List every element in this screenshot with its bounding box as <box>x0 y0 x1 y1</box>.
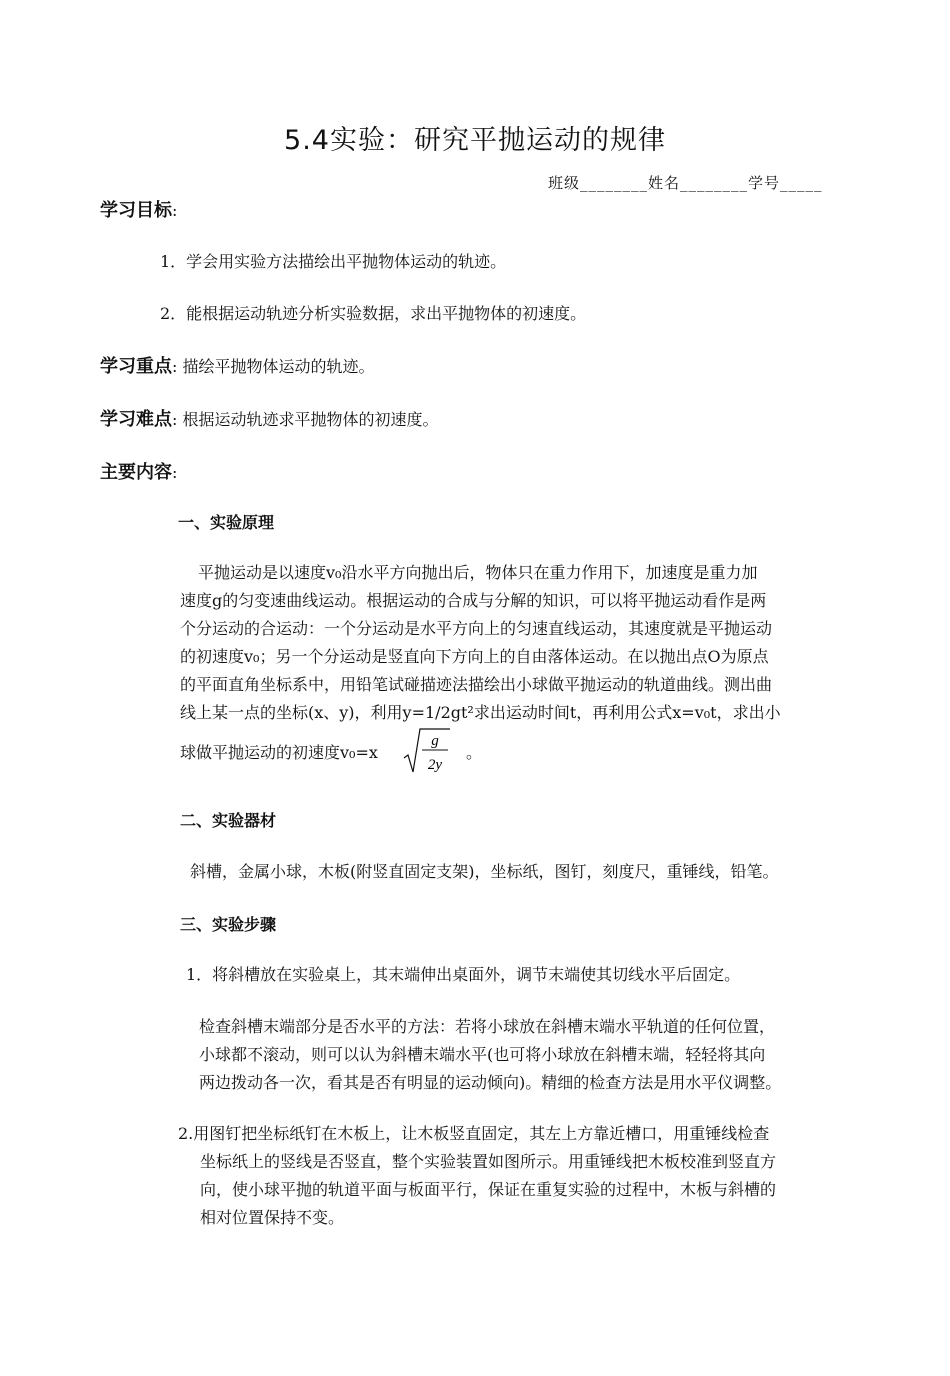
objectives-heading: 学习目标 <box>100 200 172 221</box>
objectives-colon: : <box>172 201 178 220</box>
key-point-row <box>100 352 374 378</box>
main-content-heading: 主要内容 <box>100 462 172 483</box>
section1-last-line-prefix: 球做平抛运动的初速度v₀=x <box>180 743 378 762</box>
page-title: 5.4实验：研究平抛运动的规律 <box>284 125 666 156</box>
section1-line-4: 的初速度v₀；另一个分运动是竖直向下方向上的自由落体运动。在以抛出点O为原点 <box>180 647 769 666</box>
section3-step1: 1．将斜槽放在实验桌上，其末端伸出桌面外，调节末端使其切线水平后固定。 <box>186 965 741 984</box>
check-line-2: 小球都不滚动，则可以认为斜槽末端水平(也可将小球放在斜槽末端，轻轻将其向 <box>199 1045 766 1064</box>
step2-line-4: 相对位置保持不变。 <box>200 1208 345 1227</box>
difficulty-label: 学习难点 <box>100 409 172 430</box>
section1-paragraph <box>180 559 781 727</box>
section1-line-6: 线上某一点的坐标(x、y)，利用y=1/2gt²求出运动时间t，再利用公式x=v₀t，求出小 <box>180 703 781 722</box>
section1-line-1: 平抛运动是以速度v₀沿水平方向抛出后，物体只在重力作用下，加速度是重力加 <box>198 563 758 582</box>
objectives-heading-row <box>100 196 177 222</box>
step2-line-3: 向，使小球平抛的轨道平面与板面平行，保证在重复实验的过程中，木板与斜槽的 <box>200 1180 777 1199</box>
step2-line-1: 2.用图钉把坐标纸钉在木板上，让木板竖直固定，其左上方靠近槽口，用重锤线检查 <box>178 1124 770 1143</box>
main-content-colon: : <box>172 463 178 482</box>
section1-line-3: 个分运动的合运动：一个分运动是水平方向上的匀速直线运动，其速度就是平抛运动 <box>180 619 773 638</box>
key-point-text: : 描绘平抛物体运动的轨迹。 <box>172 357 375 376</box>
difficulty-row <box>100 405 438 431</box>
section1-heading: 一、实验原理 <box>178 513 275 532</box>
section2-heading: 二、实验器材 <box>180 811 277 830</box>
section1-last-line-suffix: 。 <box>466 743 483 762</box>
key-point-label: 学习重点 <box>100 356 172 377</box>
formula-numerator: g <box>431 733 439 749</box>
formula-denominator: 2y <box>427 757 443 773</box>
section2-text: 斜槽，金属小球，木板(附竖直固定支架)，坐标纸，图钉，刻度尺，重锤线，铅笔。 <box>190 862 779 881</box>
section1-line-5: 的平面直角坐标系中，用铅笔试碰描迹法描绘出小球做平抛运动的轨道曲线。测出曲 <box>180 675 773 694</box>
check-line-1: 检查斜槽末端部分是否水平的方法：若将小球放在斜槽末端水平轨道的任何位置， <box>199 1017 776 1036</box>
section3-heading: 三、实验步骤 <box>180 915 277 934</box>
objective-item-1: 1．学会用实验方法描绘出平抛物体运动的轨迹。 <box>160 252 507 271</box>
main-content-heading-row <box>100 458 177 484</box>
student-info-line: 班级________姓名________学号_____ <box>548 174 823 192</box>
check-line-3: 两边拨动各一次，看其是否有明显的运动倾向)。精细的检查方法是用水平仪调整。 <box>199 1073 782 1092</box>
sqrt-formula <box>402 726 452 776</box>
section1-line-2: 速度g的匀变速曲线运动。根据运动的合成与分解的知识，可以将平抛运动看作是两 <box>180 591 767 610</box>
step2-line-2: 坐标纸上的竖线是否竖直，整个实验装置如图所示。用重锤线把木板校准到竖直方 <box>200 1152 777 1171</box>
objective-item-2: 2．能根据运动轨迹分析实验数据，求出平抛物体的初速度。 <box>160 304 587 323</box>
difficulty-text: : 根据运动轨迹求平抛物体的初速度。 <box>172 410 439 429</box>
section3-check-paragraph <box>199 1013 781 1097</box>
section3-step2-paragraph <box>178 1120 776 1232</box>
